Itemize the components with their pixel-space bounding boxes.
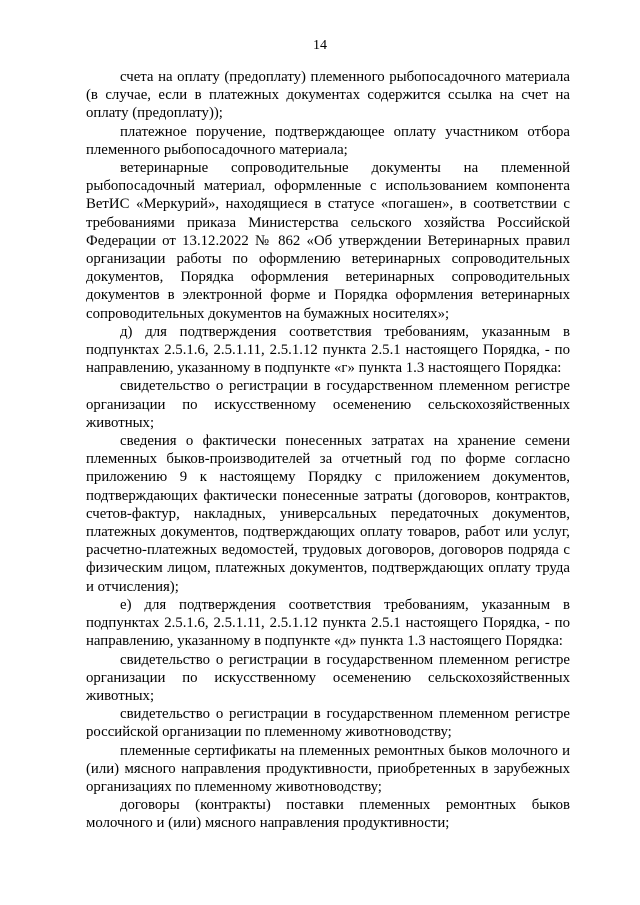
page-number: 14 bbox=[313, 38, 327, 53]
paragraph-item-e: е) для подтверждения соответствия требованиям, указанным в подпунктах 2.5.1.6, 2.5.1.11, 2.5.1.12 пункта 2.5.1 настоящего Порядка, - по направлению, указанному в подпункте «д» пункта 1.3 настоящего Порядка: bbox=[86, 596, 570, 650]
paragraph-supply-contracts: договоры (контракты) поставки племенных ремонтных быков молочного и (или) мясного направления продуктивности; bbox=[86, 797, 570, 832]
paragraph-registration-certificate: свидетельство о регистрации в государственном племенном регистре организации по искусственному осеменению сельскохозяйственных животных; bbox=[86, 378, 570, 431]
document-body bbox=[86, 68, 570, 833]
paragraph-veterinary-documents: ветеринарные сопроводительные документы на племенной рыбопосадочный материал, оформленные с использованием компонента ВетИС «Меркурий», находящиеся в статусе «погашен», в соответствии с требованиями приказа Министерства сельского хозяйства Российской Федерации от 13.12.2022 № 862 «Об утверждении Ветеринарных правил организации работы по оформлению ветеринарных сопроводительных документов, Порядка оформления ветеринарных сопроводительных документов в электронной форме и Порядка оформления ветеринарных сопроводительных документов на бумажных носителях»; bbox=[86, 160, 570, 322]
paragraph-breeding-certificates: племенные сертификаты на племенных ремонтных быков молочного и (или) мясного направления продуктивности, приобретенных в зарубежных организациях по племенному животноводству; bbox=[86, 742, 570, 795]
paragraph-payment-order: платежное поручение, подтверждающее оплату участником отбора племенного рыбопосадочного материала; bbox=[86, 123, 570, 158]
paragraph-storage-costs: сведения о фактически понесенных затратах на хранение семени племенных быков-производителей за отчетный год по форме согласно приложению 9 к настоящему Порядку с приложением документов, подтверждающих фактически понесенные затраты (договоров, контрактов, счетов-фактур, накладных, универсальных передаточных документов, платежных документов, подтверждающих оплату товаров, работ или услуг, расчетно-платежных ведомостей, трудовых договоров, договоров подряда с физическим лицом, платежных документов, подтверждающих оплату труда и отчисления); bbox=[86, 433, 570, 595]
paragraph-invoices: счета на оплату (предоплату) племенного рыбопосадочного материала (в случае, если в платежных документах содержится ссылка на счет на оплату (предоплату)); bbox=[86, 69, 570, 122]
paragraph-registration-certificate-2: свидетельство о регистрации в государственном племенном регистре организации по искусственному осеменению сельскохозяйственных животных; bbox=[86, 651, 570, 704]
paragraph-item-d: д) для подтверждения соответствия требованиям, указанным в подпунктах 2.5.1.6, 2.5.1.11, 2.5.1.12 пункта 2.5.1 настоящего Порядка, - по направлению, указанному в подпункте «г» пункта 1.3 настоящего Порядка: bbox=[86, 323, 570, 377]
paragraph-russian-organization-certificate: свидетельство о регистрации в государственном племенном регистре российской организации по племенному животноводству; bbox=[86, 706, 570, 741]
